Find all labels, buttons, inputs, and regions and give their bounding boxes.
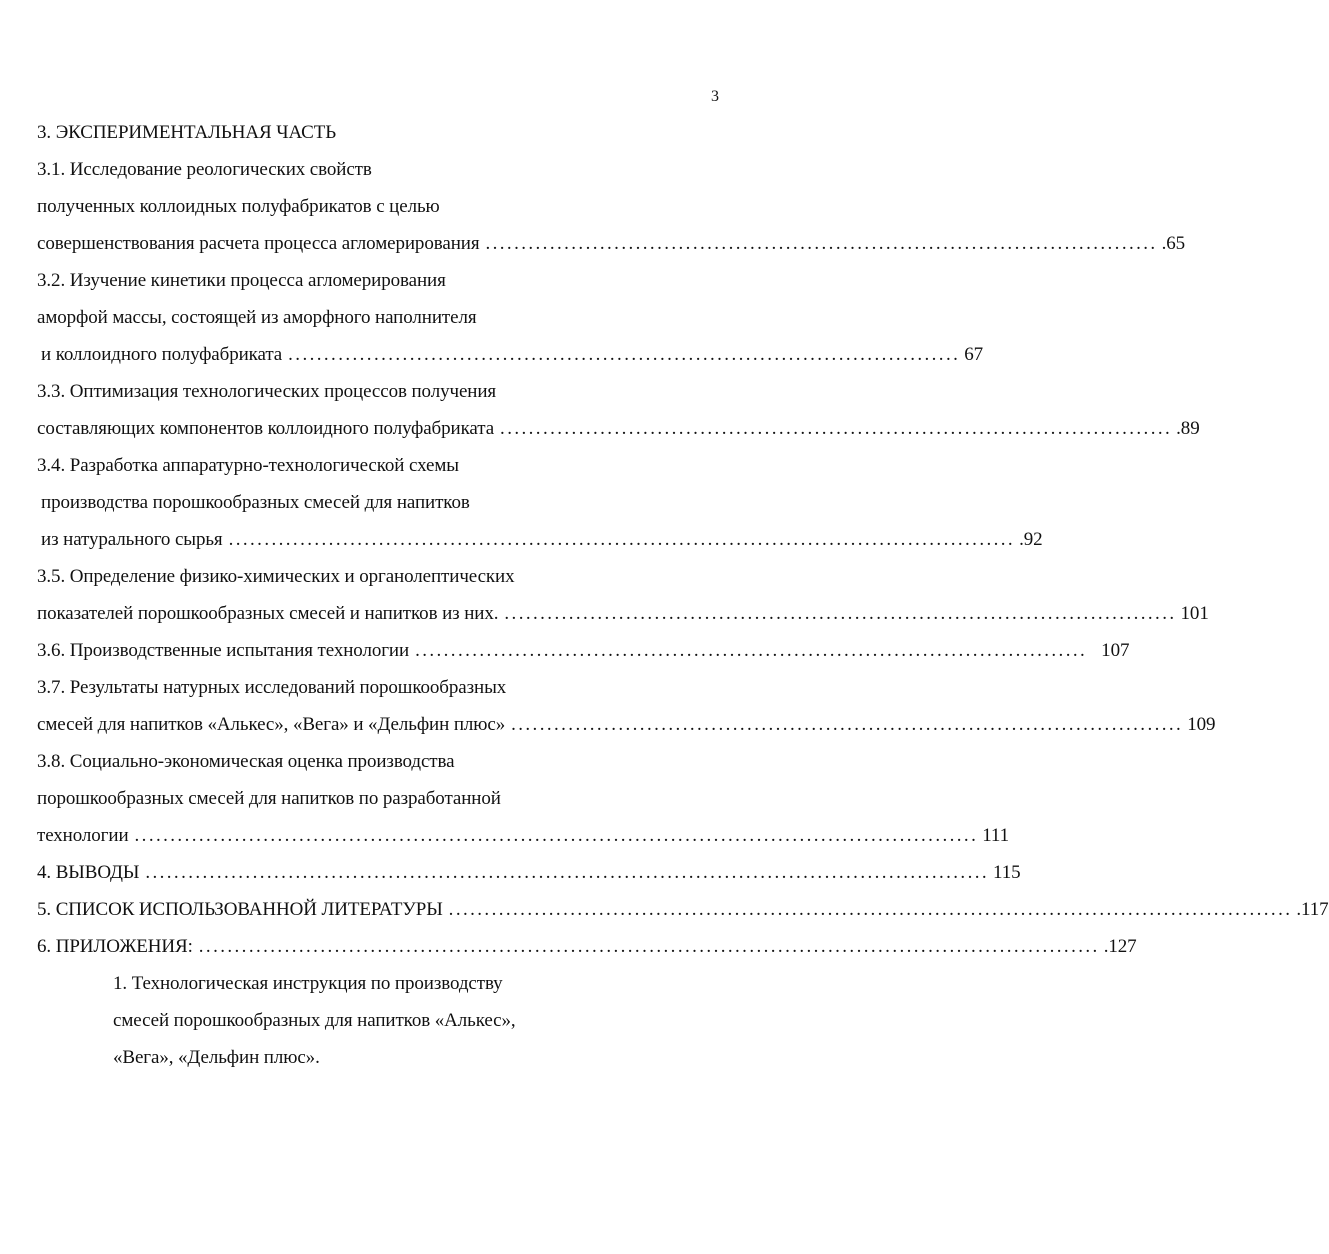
- toc-6-line-1: 6. ПРИЛОЖЕНИЯ:: [37, 936, 193, 957]
- toc-entry-3-3: [37, 417, 1200, 441]
- toc-entry-3-8: [37, 824, 1010, 848]
- toc-3-1-line-3: совершенствования расчета процесса агломерирования: [37, 233, 480, 254]
- toc-3-5-page: 101: [1180, 603, 1209, 624]
- toc-3-3-line-1: 3.3. Оптимизация технологических процессов получения: [37, 381, 497, 402]
- page-number: 3: [711, 88, 719, 105]
- toc-entry-3-6: [37, 639, 1130, 663]
- dot-leader: ..............................................................................................................: [228, 529, 1016, 550]
- toc-3-5-line-2: показателей порошкообразных смесей и напитков из них.: [37, 603, 499, 624]
- toc-3-3-line-2: составляющих компонентов коллоидного полуфабриката: [37, 418, 495, 439]
- toc-3-1-line-1: 3.1. Исследование реологических свойств: [37, 159, 372, 180]
- toc-appendix-1-line-2: смесей порошкообразных для напитков «Алькес»,: [113, 1010, 516, 1031]
- toc-3-5-line-1: 3.5. Определение физико-химических и органолептических: [37, 566, 515, 587]
- toc-5-line-1: 5. СПИСОК ИСПОЛЬЗОВАННОЙ ЛИТЕРАТУРЫ: [37, 899, 443, 920]
- dot-leader: ......................................................................................................................: [448, 899, 1293, 920]
- toc-3-4-line-2: производства порошкообразных смесей для напитков: [41, 492, 470, 513]
- toc-3-1-page: .65: [1161, 233, 1186, 254]
- toc-3-8-page: 111: [982, 825, 1010, 846]
- toc-appendix-1-line-3: «Вега», «Дельфин плюс».: [113, 1047, 320, 1068]
- toc-4-line-1: 4. ВЫВОДЫ: [37, 862, 140, 883]
- toc-3-6-line-1: 3.6. Производственные испытания технологии: [37, 640, 410, 661]
- toc-3-8-line-1: 3.8. Социально-экономическая оценка производства: [37, 751, 455, 772]
- toc-3-7-page: 109: [1187, 714, 1216, 735]
- dot-leader: ..............................................................................................................................: [198, 936, 1100, 957]
- dot-leader: ..............................................................................................: [288, 344, 961, 365]
- toc-3-2-page: 67: [964, 344, 984, 365]
- toc-entry-3-2: [41, 343, 984, 367]
- toc-entry-6: [37, 935, 1137, 959]
- toc-appendix-1-line-1: 1. Технологическая инструкция по производству: [113, 973, 503, 994]
- toc-3-6-page: 107: [1101, 640, 1130, 661]
- toc-entry-3-4: [41, 528, 1043, 552]
- toc-entry-3-5: [37, 602, 1209, 626]
- toc-3-3-page: .89: [1176, 418, 1200, 439]
- dot-leader: ..............................................................................................: [485, 233, 1158, 254]
- dot-leader: ..............................................................................................: [504, 603, 1177, 624]
- toc-3-8-line-2: порошкообразных смесей для напитков по разработанной: [37, 788, 501, 809]
- toc-3-4-line-1: 3.4. Разработка аппаратурно-технологической схемы: [37, 455, 459, 476]
- toc-3-2-line-2: аморфой массы, состоящей из аморфного наполнителя: [37, 307, 477, 328]
- toc-6-page: .127: [1103, 936, 1137, 957]
- toc-entry-4: [37, 861, 1021, 885]
- toc-3-1-line-2: полученных коллоидных полуфабрикатов с целью: [37, 196, 440, 217]
- toc-entry-3-1: [37, 232, 1186, 256]
- toc-entry-3-7: [37, 713, 1216, 737]
- toc-4-page: 115: [993, 862, 1021, 883]
- toc-3-2-line-3: и коллоидного полуфабриката: [41, 344, 283, 365]
- dot-leader: ......................................................................................................................: [134, 825, 979, 846]
- toc-3-4-page: .92: [1019, 529, 1043, 550]
- toc-3-2-line-1: 3.2. Изучение кинетики процесса агломерирования: [37, 270, 446, 291]
- toc-3-8-line-3: технологии: [37, 825, 129, 846]
- toc-entry-5: [37, 898, 1329, 922]
- dot-leader: ..............................................................................................: [500, 418, 1173, 439]
- toc-3-7-line-2: смесей для напитков «Алькес», «Вега» и «Дельфин плюс»: [37, 714, 506, 735]
- toc-heading-3: 3. ЭКСПЕРИМЕНТАЛЬНАЯ ЧАСТЬ: [37, 122, 337, 143]
- toc-5-page: .117: [1296, 899, 1329, 920]
- dot-leader: ..............................................................................................: [415, 640, 1088, 661]
- toc-3-4-line-3: из натурального сырья: [41, 529, 223, 550]
- toc-3-7-line-1: 3.7. Результаты натурных исследований порошкообразных: [37, 677, 507, 698]
- dot-leader: ..............................................................................................: [511, 714, 1184, 735]
- dot-leader: ......................................................................................................................: [145, 862, 990, 883]
